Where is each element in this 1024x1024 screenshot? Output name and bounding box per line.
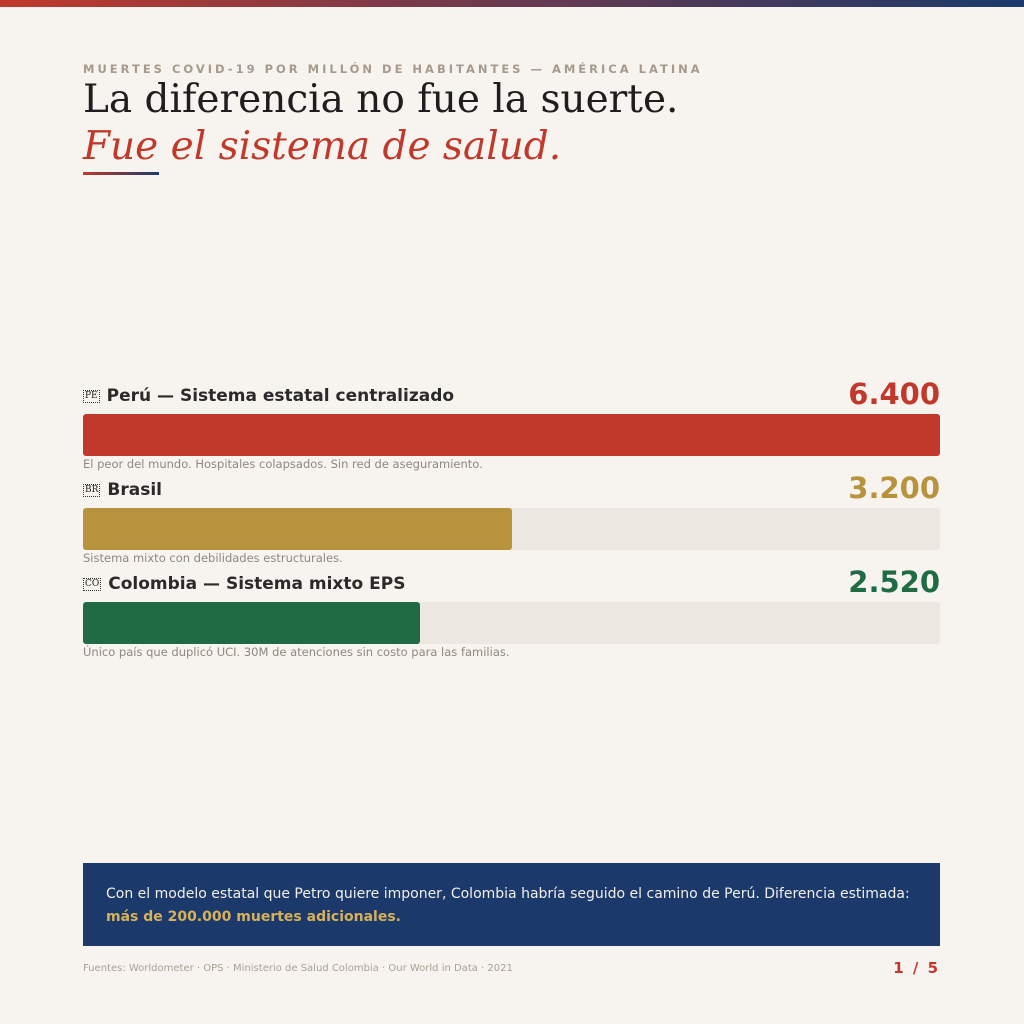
bar-label-co [83, 571, 405, 597]
flag-icon: CO [85, 578, 100, 589]
title-underline [83, 172, 159, 175]
top-accent-bar [0, 0, 1024, 7]
callout-highlight: más de 200.000 muertes adicionales. [106, 909, 401, 925]
bar-track-pe [83, 414, 940, 456]
bar-note-br: Sistema mixto con debilidades estructurales. [83, 551, 343, 565]
eyebrow-label: MUERTES COVID-19 POR MILLÓN DE HABITANTES — AMÉRICA LATINA [83, 62, 703, 76]
bar-label-text: Perú — Sistema estatal centralizado [106, 386, 455, 406]
sources-note: Fuentes: Worldometer · OPS · Ministerio de Salud Colombia · Our World in Data · 2021 [83, 963, 513, 974]
callout-text [106, 883, 917, 929]
bar-track-co [83, 602, 940, 644]
headline: La diferencia no fue la suerte. [83, 77, 679, 122]
bar-note-co: Único país que duplicó UCI. 30M de atenciones sin costo para las familias. [83, 645, 510, 659]
bar-value-co: 2.520 [848, 565, 940, 599]
callout-body: Con el modelo estatal que Petro quiere imponer, Colombia habría seguido el camino de Perú. Diferencia estimada: [106, 886, 910, 902]
page-indicator: 1 / 5 [893, 959, 940, 977]
bar-pe [83, 414, 940, 456]
bar-label-text: Colombia — Sistema mixto EPS [108, 574, 406, 594]
bar-note-pe: El peor del mundo. Hospitales colapsados. Sin red de aseguramiento. [83, 457, 483, 471]
flag-icon: PE [85, 390, 98, 401]
callout-box [83, 863, 940, 946]
bar-track-br [83, 508, 940, 550]
bar-value-br: 3.200 [848, 471, 940, 505]
flag-icon: BR [85, 484, 99, 495]
bar-label-pe [83, 383, 454, 409]
bar-co [83, 602, 420, 644]
bar-label-text: Brasil [107, 480, 162, 500]
bar-br [83, 508, 512, 550]
bar-label-br [83, 477, 162, 503]
headline-subline: Fue el sistema de salud. [83, 124, 562, 169]
bar-value-pe: 6.400 [848, 377, 940, 411]
